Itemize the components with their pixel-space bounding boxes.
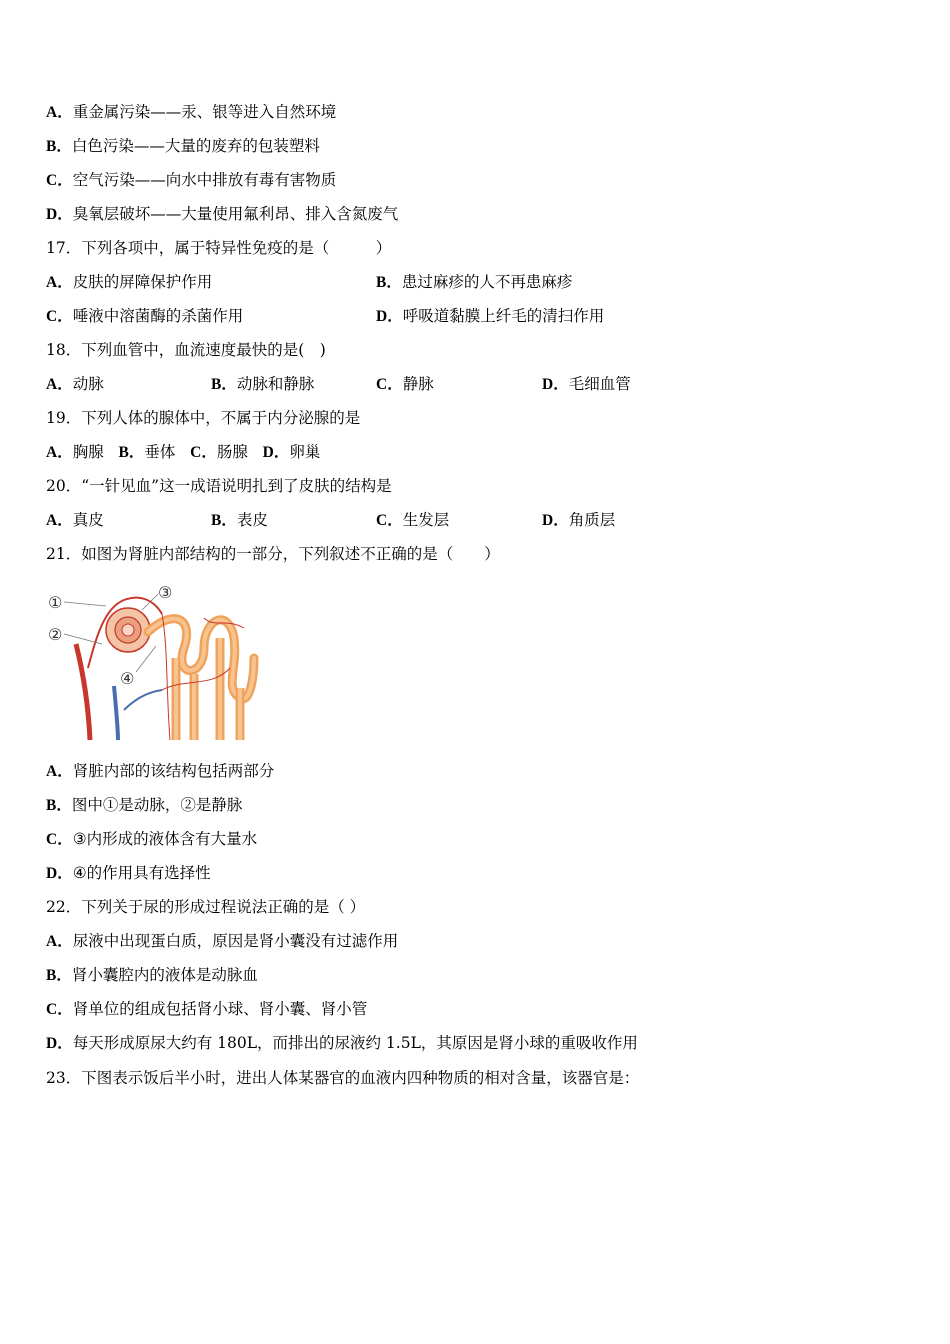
q17-option-a: A．皮肤的屏障保护作用 [46, 273, 213, 291]
q19-options: A．胸腺 B．垂体 C．肠腺 D．卵巢 [46, 443, 321, 461]
q22-option-a: A．尿液中出现蛋白质，原因是肾小囊没有过滤作用 [46, 932, 399, 950]
q19-stem: 19．下列人体的腺体中，不属于内分泌腺的是 [46, 409, 361, 427]
q18-option-a: A．动脉 [46, 375, 104, 393]
q22-stem: 22．下列关于尿的形成过程说法正确的是（ ） [46, 898, 366, 916]
q16-option-d: D．臭氧层破坏——大量使用氟利昂、排入含氮废气 [46, 205, 399, 223]
q21-option-d: D．④的作用具有选择性 [46, 864, 211, 882]
q16-option-a: A．重金属污染——汞、银等进入自然环境 [46, 103, 337, 121]
figure-label-4: ④ [120, 669, 135, 688]
q22-option-c: C．肾单位的组成包括肾小球、肾小囊、肾小管 [46, 1000, 368, 1018]
q18-option-d: D．毛细血管 [542, 375, 631, 393]
q17-option-b: B．患过麻疹的人不再患麻疹 [376, 273, 573, 291]
q23-stem: 23．下图表示饭后半小时，进出人体某器官的血液内四种物质的相对含量，该器官是： [46, 1069, 640, 1087]
q17-stem: 17．下列各项中，属于特异性免疫的是（ ） [46, 239, 392, 257]
q22-option-b: B．肾小囊腔内的液体是动脉血 [46, 966, 258, 984]
q21-option-a: A．肾脏内部的该结构包括两部分 [46, 762, 275, 780]
q17-option-d: D．呼吸道黏膜上纤毛的清扫作用 [376, 307, 605, 325]
figure-label-1: ① [48, 593, 63, 612]
q18-option-c: C．静脉 [376, 375, 434, 393]
q21-option-c: C．③内形成的液体含有大量水 [46, 830, 258, 848]
q21-stem: 21．如图为肾脏内部结构的一部分，下列叙述不正确的是（ ） [46, 545, 500, 563]
q20-stem: 20．“一针见血”这一成语说明扎到了皮肤的结构是 [46, 477, 392, 495]
q18-stem: 18．下列血管中，血流速度最快的是( ) [46, 341, 326, 359]
q22-option-d: D．每天形成原尿大约有 180L，而排出的尿液约 1.5L，其原因是肾小球的重吸收作用 [46, 1034, 638, 1052]
q16-option-c: C．空气污染——向水中排放有毒有害物质 [46, 171, 337, 189]
q21-option-b: B．图中①是动脉，②是静脉 [46, 796, 243, 814]
q18-option-b: B．动脉和静脉 [211, 375, 315, 393]
q20-option-b: B．表皮 [211, 511, 268, 529]
q20-option-a: A．真皮 [46, 511, 104, 529]
figure-label-2: ② [48, 625, 63, 644]
q17-option-c: C．唾液中溶菌酶的杀菌作用 [46, 307, 244, 325]
figure-label-3: ③ [158, 583, 173, 602]
nephron-diagram [44, 578, 270, 740]
q16-option-b: B．白色污染——大量的废弃的包装塑料 [46, 137, 320, 155]
q20-option-c: C．生发层 [376, 511, 450, 529]
q20-option-d: D．角质层 [542, 511, 616, 529]
